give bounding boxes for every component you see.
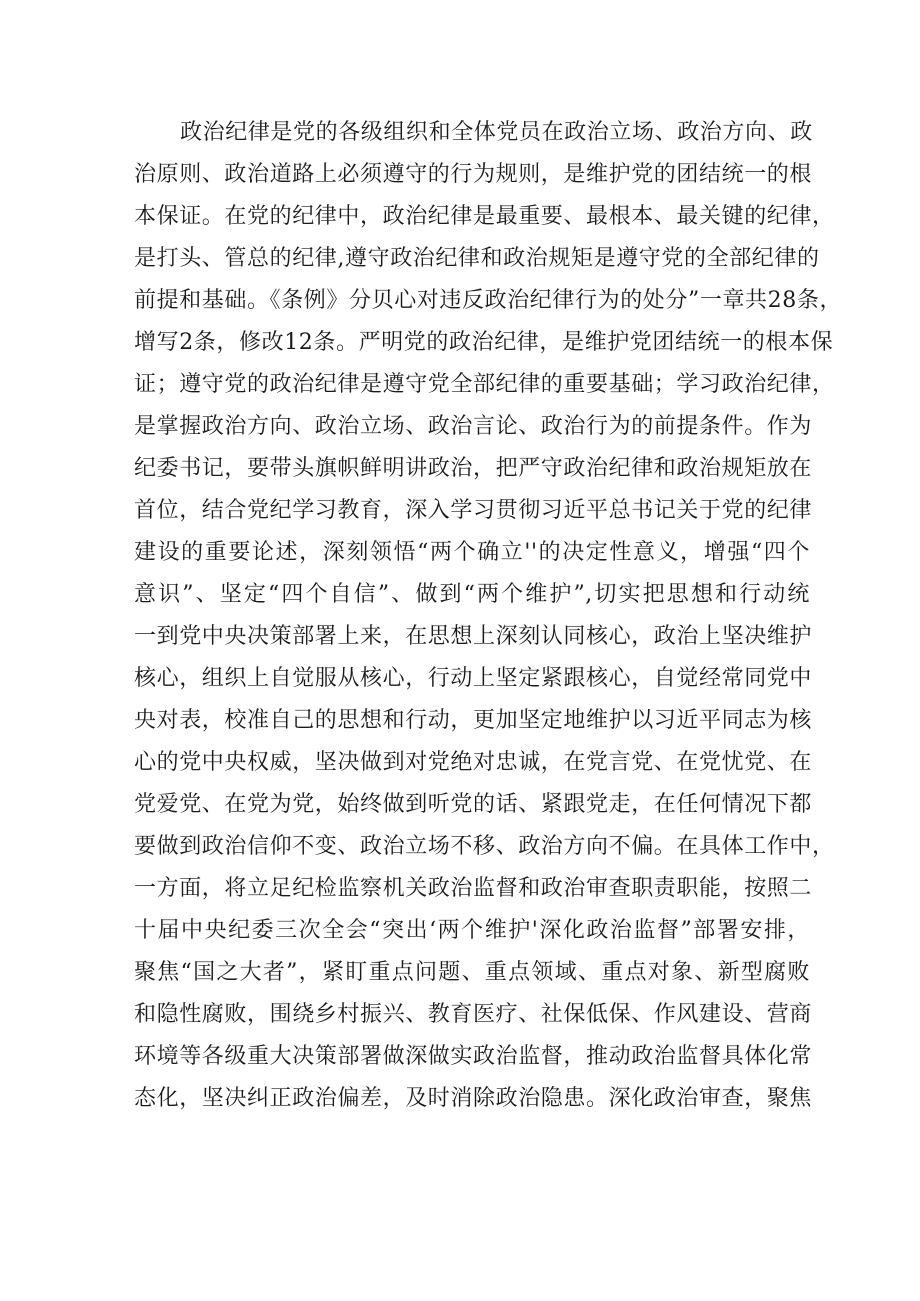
text-line: 意识”、坚定“四个自信”、做到“两个维护”,切实把思想和行动统	[134, 582, 810, 607]
text-line: 党爱党、在党为党，始终做到听党的话、紧跟党走，在任何情况下都	[134, 792, 813, 817]
text-line: 是掌握政治方向、政治立场、政治言论、政治行为的前提条件。作为	[134, 414, 813, 439]
text-line: 治原则、政治道路上必须遵守的行为规则，是维护党的团结统一的根	[134, 162, 813, 187]
body-paragraph	[134, 112, 843, 1120]
text-line: 增写2条，修改12条。严明党的政治纪律，是维护党团结统一的根本保	[134, 330, 834, 355]
text-line: 证；遵守党的政治纪律是遵守党全部纪律的重要基础；学习政治纪律，	[134, 372, 835, 397]
text-line: 聚焦“国之大者”，紧盯重点问题、重点领域、重点对象、新型腐败	[134, 960, 810, 985]
text-line: 纪委书记，要带头旗帜鲜明讲政治，把严守政治纪律和政治规矩放在	[134, 456, 813, 481]
text-line: 核心，组织上自觉服从核心，行动上坚定紧跟核心，自觉经常同党中	[134, 666, 813, 691]
text-line: 是打头、管总的纪律,遵守政治纪律和政治规矩是遵守党的全部纪律的	[134, 246, 820, 271]
text-line: 一方面，将立足纪检监察机关政治监督和政治审查职责职能，按照二	[134, 876, 813, 901]
text-line: 建设的重要论述，深刻领悟“两个确立''的决定性意义，增强“四个	[134, 540, 810, 565]
text-line: 首位，结合党纪学习教育，深入学习贯彻习近平总书记关于党的纪律	[134, 498, 813, 523]
text-line: 前提和基础。《条例》分贝心对违反政治纪律行为的处分”一章共28条，	[134, 288, 843, 313]
text-line: 十届中央纪委三次全会“突出‘两个维护'深化政治监督”部署安排，	[134, 918, 810, 943]
text-line: 央对表，校准自己的思想和行动，更加坚定地维护以习近平同志为核	[134, 708, 813, 733]
text-line: 心的党中央权威，坚决做到对党绝对忠诚，在党言党、在党忧党、在	[134, 750, 813, 775]
text-line: 本保证。在党的纪律中，政治纪律是最重要、最根本、最关键的纪律，	[134, 204, 835, 229]
text-line: 一到党中央决策部署上来，在思想上深刻认同核心，政治上坚决维护	[134, 624, 813, 649]
text-line: 政治纪律是党的各级组织和全体党员在政治立场、政治方向、政	[180, 120, 813, 145]
text-line: 和隐性腐败，围绕乡村振兴、教育医疗、社保低保、作风建设、营商	[134, 1002, 813, 1027]
text-line: 要做到政治信仰不变、政治立场不移、政治方向不偏。在具体工作中，	[134, 834, 835, 859]
text-line: 态化，坚决纠正政治偏差，及时消除政治隐患。深化政治审查，聚焦	[134, 1086, 813, 1111]
text-line: 环境等各级重大决策部署做深做实政治监督，推动政治监督具体化常	[134, 1044, 813, 1069]
